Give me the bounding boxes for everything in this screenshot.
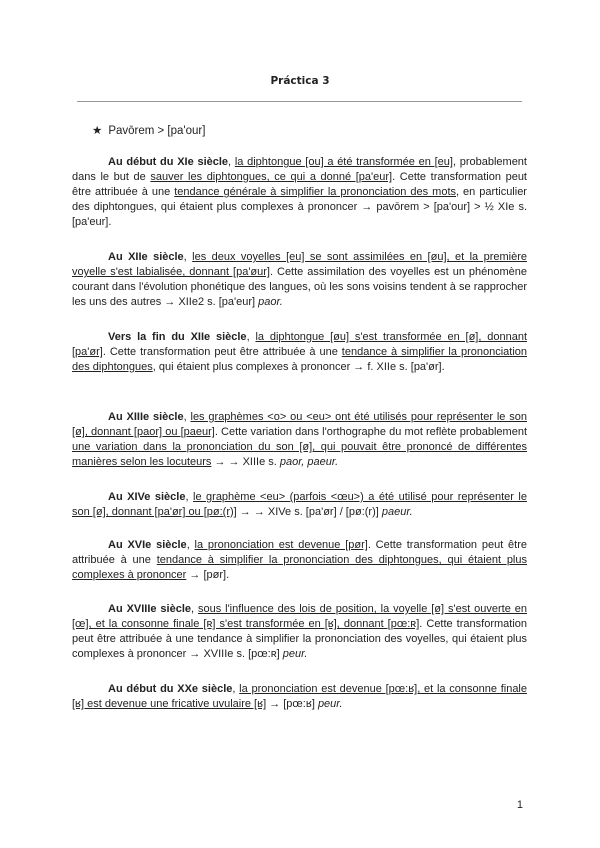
underlined-text: les graphèmes <o> ou <eu> ont été utilisés pour représenter le son [ø], donnant [paor] ou [paeur] <box>72 411 528 438</box>
italic-form: paeur. <box>381 506 413 518</box>
section-heading-text: Pavōrem > [pa'our] <box>108 125 206 137</box>
underlined-text: tendance à simplifier la prononciation des diphtongues, qui étaient plus complexes à prononcer <box>72 554 527 581</box>
paragraph-fin-xiie <box>72 330 527 375</box>
underlined-text: sauver les diphtongues, ce qui a donné [pa'eur] <box>150 171 393 183</box>
century-label: Au XIIe siècle <box>108 251 184 263</box>
century-label: Au début du XIe siècle <box>108 156 229 168</box>
paragraph-xiiie <box>72 410 527 470</box>
text-run: → → XIVe s. [pa'ør] / [pø:(r)] <box>236 506 382 518</box>
title-divider <box>77 101 522 102</box>
italic-form: peur. <box>317 698 343 710</box>
text-run: → [pør]. <box>186 569 230 581</box>
text-run: , <box>186 539 195 551</box>
italic-form: peur. <box>282 648 308 660</box>
underlined-text: une variation dans la prononciation du son [ø], qui pouvait être prononcé de différentes manières selon les locuteurs <box>72 441 527 468</box>
text-run: → [pœ:ʁ] <box>266 698 318 710</box>
underlined-text: sous l'influence des lois de position, la voyelle [ø] s'est ouverte en [œ], et la consonne finale [ʀ] s'est transformée en [ʁ], donnant [pœ:ʀ] <box>72 603 527 630</box>
page-title: Práctica 3 <box>270 75 330 87</box>
underlined-text: tendance générale à simplifier la prononciation des mots <box>174 186 456 198</box>
text-run: , <box>246 331 256 343</box>
paragraph-xvie <box>72 538 527 583</box>
text-run: . Cette assimilation des voyelles est un phénomène courant dans l'évolution phonétique des langues, où les sons voisins tendent à se rapprocher les uns des autres → XIIe2 s. [pa'eur] <box>72 266 527 308</box>
text-run: → → XIIIe s. <box>211 456 280 468</box>
text-run: , qui étaient plus complexes à prononcer → f. XIIe s. [pa'ør]. <box>152 361 445 373</box>
text-run: , <box>185 491 193 503</box>
star-icon: ★ <box>92 125 103 137</box>
century-label: Au XIIIe siècle <box>108 411 184 423</box>
text-run: , <box>183 251 193 263</box>
text-run: . Cette transformation peut être attribuée à une tendance à simplifier la prononciation des voyelles, qui étaient plus complexes à prononcer → XVIIIe s. [pœ:ʀ] <box>72 618 527 660</box>
text-run: , <box>232 683 240 695</box>
text-run: . Cette transformation peut être attribuée à une <box>102 346 342 358</box>
paragraph-xive <box>72 490 527 520</box>
underlined-text: la diphtongue [øu] s'est transformée en [ø], donnant [pa'ør] <box>72 331 527 358</box>
text-run: , probablement dans le but de <box>72 156 527 183</box>
italic-form: paor. <box>258 296 283 308</box>
page-number: 1 <box>516 799 523 811</box>
paragraph-xviiie <box>72 602 527 662</box>
underlined-text: la prononciation est devenue [pør] <box>194 539 368 551</box>
century-label: Au XIVe siècle <box>108 491 186 503</box>
century-label: Vers la fin du XIIe siècle <box>108 331 247 343</box>
text-run: , <box>228 156 235 168</box>
century-label: Au XVIe siècle <box>108 539 187 551</box>
text-run: , en particulier des diphtongues, qui étaient plus complexes à prononcer → pavōrem > [pa'our] > ½ XIe s. [pa'eur]. <box>72 186 527 228</box>
underlined-text: la prononciation est devenue [pœ:ʁ], et la consonne finale [ʁ] est devenue une fricative uvulaire [ʁ] <box>72 683 527 710</box>
text-run: . Cette variation dans l'orthographe du mot reflète probablement <box>214 426 528 438</box>
underlined-text: tendance à simplifier la prononciation des diphtongues <box>72 346 528 373</box>
text-run: , <box>183 411 191 423</box>
text-run: . Cette transformation peut être attribuée à une <box>72 539 527 566</box>
century-label: Au XVIIIe siècle <box>108 603 192 615</box>
underlined-text: la diphtongue [ou] a été transformée en [eu] <box>234 156 453 168</box>
paragraph-xiie <box>72 250 527 310</box>
underlined-text: les deux voyelles [eu] se sont assimilées en [øu], et la première voyelle s'est labialisée, donnant [pa'øur] <box>72 251 527 278</box>
section-heading <box>92 123 205 137</box>
text-run: . Cette transformation peut être attribuée à une <box>72 171 527 198</box>
century-label: Au début du XXe siècle <box>108 683 233 695</box>
text-run: , <box>191 603 198 615</box>
italic-form: paor, paeur. <box>279 456 339 468</box>
paragraph-xie <box>72 155 527 230</box>
paragraph-xxe <box>72 682 527 712</box>
underlined-text: le graphème <eu> (parfois <œu>) a été utilisé pour représenter le son [ø], donnant [pa'ør] ou [pø:(r)] <box>72 491 527 518</box>
